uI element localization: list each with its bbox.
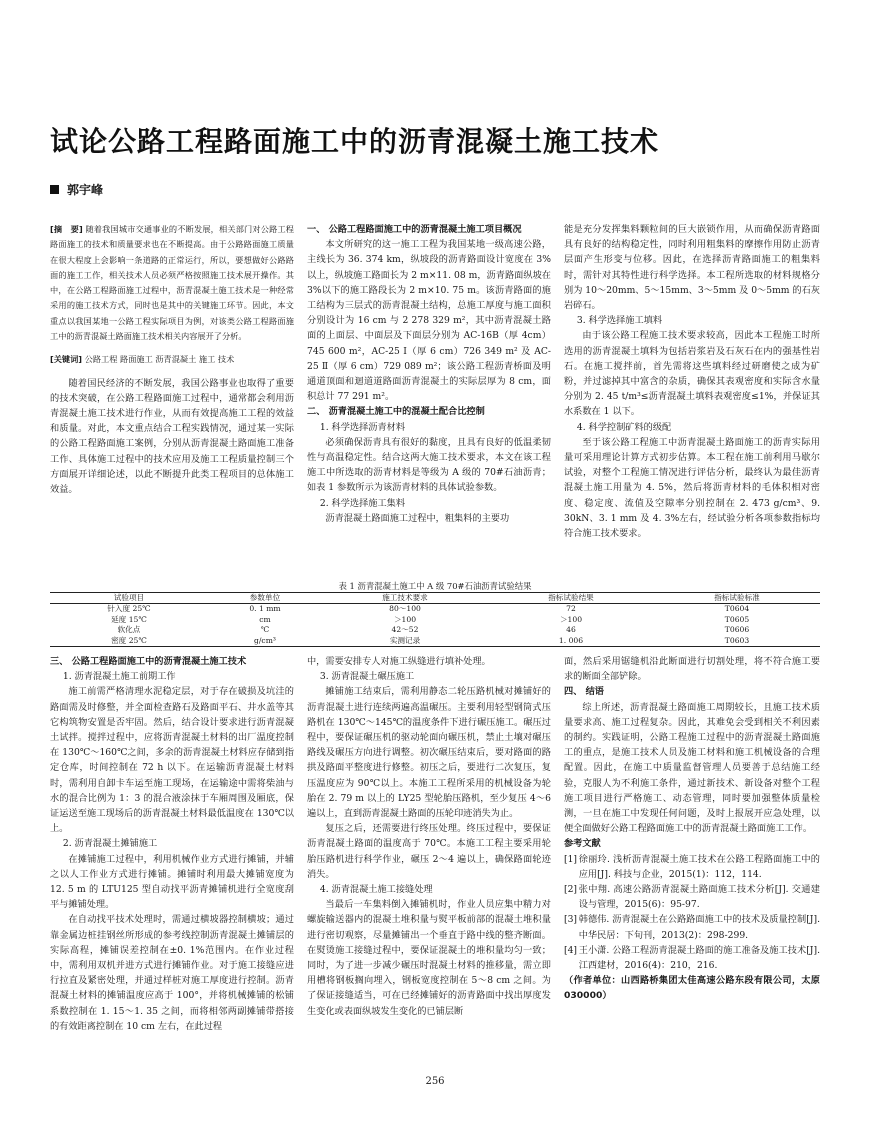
table-cell: T0604 [724, 604, 750, 614]
table-cell: ＞100 [559, 614, 583, 624]
paragraph: 沥青混凝土路面施工过程中，粗集料的主要功 [325, 512, 510, 524]
author-name: 郭宇峰 [67, 183, 104, 197]
abstract-text: 随着我国城市交通事业的不断发展，相关部门对公路工程路面施工的技术和质量要求也在不断提高。由于公路路面施工质量在很大程度上会影响一条道路的正常运行，所以，要想做好公路路面的施工工作，相关技术人员必须严格按照施工技术展开操作。其中，在公路工程路面施工过程中，沥青混凝土施工技术是一种经常采用的施工技术方式，同时也是其中的关键施工环节。因此，本文重点以我国某地一公路工程实际项目为例，对该类公路工程路面施工中的沥青混凝土路面施工技术相关内容展开了分析。 [50, 224, 294, 342]
section-heading-3: 三、 公路工程路面施工中的沥青混凝土施工技术 [50, 656, 247, 667]
article-title: 试论公路工程路面施工中的沥青混凝土施工技术 [50, 125, 660, 158]
table-row [50, 604, 820, 615]
reference-number: [4] [564, 944, 578, 956]
table-cell: g/cm³ [208, 636, 322, 647]
column-1 [50, 222, 294, 572]
intro-paragraph: 随着国民经济的不断发展，我国公路事业也取得了重要的技术突破，在公路工程路面施工过程中，通常都会利用沥青混凝土施工技术进行作业，从而有效提高施工工程的效益和质量。对此，本文重点结合工程实践情况，通过某一实际的公路工程路面施工案例，分别从沥青混凝土路面施工准备工作、具体施工过程中的技术应用及施工工程质量控制三个方面展开详细论述，以此不断提升此类工程项目的总体施工效益。 [50, 377, 294, 496]
paragraph: 必须确保沥青具有很好的黏度，且具有良好的低温柔韧性与高温稳定性。结合这两大施工技术要求，本文在该工程施工中所选取的沥青材料是等级为 A 级的 70#石油沥青；如表 1 参数所示为该沥青材料的具体试验参数。 [307, 436, 551, 494]
results-table [50, 592, 820, 647]
paragraph: 由于该公路工程施工技术要求较高，因此本工程施工时所选用的沥青混凝土填料为包括岩浆岩及石灰石在内的强基性岩石。在施工搅拌前，首先需将这些填料经过研磨使之成为矿粉，并过滤掉其中富含的杂质，确保其表观密度和实际含水量分别为 2. 45 t/m³≤沥青混凝土填料表观密度≤1%，并保证其水系数在 1 以下。 [564, 330, 820, 418]
table-row [50, 615, 820, 625]
table-cell: ℃ [260, 625, 270, 635]
references-list [564, 852, 820, 974]
paragraph: 面，然后采用锯缝机沿此断面进行切割处理，将不符合施工要求的断面全部铲除。 [564, 656, 820, 683]
abstract-label: [摘 要] [50, 224, 83, 234]
square-bullet-icon [50, 185, 59, 194]
paragraph: 能是充分发挥集料颗粒间的巨大嵌锁作用，从而确保沥青路面具有良好的结构稳定性，同时利用粗集料的摩擦作用防止沥青层面产生形变与位移。因此，在选择沥青路面施工的粗集料时，需针对其特性进行科学选择。本工程所选取的材料规格分别为 10～20mm、5～15mm、3～5mm 及 0～5mm 的石灰岩碎石。 [564, 224, 820, 312]
table-cell: 密度 25℃ [50, 636, 208, 647]
reference-item [564, 912, 820, 942]
paragraph: 复压之后，还需要进行终压处理。终压过程中，要保证沥青混凝土路面的温度高于 70℃。本施工工程主要采用轮胎压路机进行科学作业，碾压 2～4 遍以上，确保路面轮迹消失。 [307, 823, 551, 880]
paragraph: 在摊铺施工过程中，利用机械作业方式进行摊铺，并辅之以人工作业方式进行摊铺。摊铺时利用最大摊铺宽度为 12. 5 m 的 LTU125 型自动找平沥青摊铺机进行全宽度刮平与摊铺处理。 [50, 853, 294, 911]
paragraph: 摊铺施工结束后，需利用静态二轮压路机械对摊铺好的沥青混凝土进行连续两遍高温碾压。主要利用轻型钢筒式压路机在 130℃～145℃的温度条件下进行碾压施工。碾压过程中，要保证碾压机的驱动轮面向碾压机，禁止土壤对碾压路线及碾压方向进行调整。初次碾压结束后，要对路面的路拱及路面平整度进行修整。初压之后，要进行二次复压，复压温度应为 90℃以上。本施工工程所采用的机械设备为轮胎在 2. 79 m 以上的 LY25 型轮胎压路机，至少复压 4～6 遍以上，直到沥青混凝土路面的压轮印迹消失为止。 [307, 686, 551, 820]
paragraph: 至于该公路工程施工中沥青混凝土路面施工的沥青实际用量可采用理论计算方式初步估算。本工程在施工前利用马歇尔试验，对整个工程施工情况进行评估分析，最终认为最佳沥青混凝土施工用量为 4. 5%，然后将沥青材料的毛体积相对密度、稳定度、流值及空隙率分别控制在 2. 473 g/cm³、9. 30kN、3. 1 mm 及 4. 3%左右，经试验分析各项参数指标均符合施工技术要求。 [564, 436, 820, 540]
reference-number: [3] [564, 914, 578, 926]
paragraph: 本文所研究的这一施工工程为我国某地一级高速公路，主线长为 36. 374 km，纵坡段的沥青路面设计宽度在 3%以上，纵坡施工路面长为 2 m×11. 08 m，沥青路面纵坡在 3%以下的施工路段长为 2 m×10. 75 m。该沥青路面的施工结构为三层式的沥青混凝土结构，总施工厚度与施工面积分别设计为 16 cm 与 2 278 329 m²，其中沥青混凝土路面的上面层、中面层及下面层分别为 AC-16B（厚 4cm）745 600 m²，AC-25 Ⅰ（厚 6 cm）726 349 m² 及 AC-25 Ⅱ（厚 6 cm）729 089 m²；该公路工程沥青桥面及明通道顶面和迴道道路面沥青混凝土的实际层厚为 8 cm，面积总计 77 291 m²。 [307, 239, 551, 403]
table-cell: 46 [566, 625, 576, 635]
table-header-cell: 施工技术要求 [322, 593, 488, 604]
column-6 [564, 654, 820, 1064]
table-cell: 软化点 [117, 625, 141, 635]
table-cell: 0. 1 mm [249, 604, 281, 614]
table-row [50, 636, 820, 647]
table-cell: 延度 15℃ [111, 614, 147, 624]
subheading: 2. 科学选择施工集料 [319, 497, 406, 509]
reference-item [564, 943, 820, 973]
subheading: 4. 科学控制矿料的级配 [576, 421, 672, 433]
reference-item [564, 852, 820, 882]
table-header-cell: 参数单位 [208, 593, 322, 604]
table-row [50, 625, 820, 635]
table-1 [50, 580, 820, 647]
table-cell: ＞100 [393, 614, 417, 624]
abstract [50, 222, 294, 344]
subheading: 3. 科学选择施工填料 [576, 315, 663, 327]
author-line [50, 181, 103, 198]
paragraph: 在自动找平技术处理时，需通过横坡器控制横坡；通过靠金属边桩挂钢丝所形成的参考线控制沥青混凝土摊铺层的实际高程，摊铺误差控制在±0. 1%范围内。在作业过程中，需利用双机并进方式进行摊铺作业。对于施工接缝应进行拉直及紧密处理，并通过样桩对施工厚度进行控制。沥青混凝土材料的摊铺温度应高于 100°，并将机械摊铺的松铺系数控制在 1. 15～1. 35 之间，而将相邻两副摊铺带搭接的有效距离控制在 10 cm 左右，在此过程 [50, 914, 294, 1032]
reference-text: 韩德伟. 沥青混凝土在公路路面施工中的技术及质量控制[J]. 中华民居：下旬刊，2013(2)：298-299. [578, 914, 820, 941]
reference-number: [1] [564, 853, 578, 865]
reference-item [564, 882, 820, 912]
paragraph: 综上所述，沥青混凝土路面施工周期较长，且施工技术质量要求高、施工过程复杂。因此，其难免会受到相关不利因素的制约。实践证明，公路工程施工过程中的沥青混凝土路面施工的重点，是施工技术人员及施工材料和施工机械设备的合理配置。因此，在施工中质量监督管理人员要善于总结施工经验，克服人为不利施工条件，通过新技术、新设备对整个工程施工项目进行严格施工、动态管理，同时要加强整体质量检测，一旦在施工中发现任何问题，及时上报展开应急处理，以便全面做好公路工程路面施工中的沥青混凝土路面施工工作。 [564, 701, 820, 835]
table-cell: 80～100 [389, 604, 421, 614]
section-heading-1: 一、 公路工程路面施工中的沥青混凝土施工项目概况 [307, 224, 522, 235]
subheading: 3. 沥青混凝土碾压施工 [319, 671, 415, 683]
subheading: 2. 沥青混凝土摊铺施工 [62, 838, 158, 850]
keywords-label: [关键词] [50, 354, 83, 365]
reference-text: 张中翔. 高速公路沥青混凝土路面施工技术分析[J]. 交通建设与管理，2015(6)：95-97. [578, 884, 820, 911]
reference-number: [2] [564, 884, 578, 896]
column-2 [307, 222, 551, 577]
table-caption: 表 1 沥青混凝土施工中 A 级 70#石油沥青试验结果 [338, 581, 532, 591]
reference-text: 徐丽玲. 浅析沥青混凝土施工技术在公路工程路面施工中的应用[J]. 科技与企业，2015(1)：112，114. [578, 853, 820, 880]
table-cell: 1. 006 [488, 636, 654, 647]
table-cell: 针入度 25℃ [107, 604, 151, 614]
table-header-cell: 指标试验结果 [488, 593, 654, 604]
page-number: 256 [425, 1076, 445, 1087]
paragraph: 中，需要安排专人对施工纵缝进行填补处理。 [307, 656, 491, 667]
paragraph: 施工前需严格清理水泥稳定层，对于存在破损及坑洼的路面需及时修整，并全面检查路石及路面平石、井水盖等其它构筑物安置是否牢固。然后，结合设计要求进行沥青混凝土试拌。搅拌过程中，应将沥青混凝土材料的出厂温度控制在 130℃～160℃之间，多余的沥青混凝土材料应存储到指定仓库，时间控制在 72 h 以下。在运输沥青混凝土材料时，需利用自卸卡车运至施工现场，在运输途中需将柴油与水的混合比例为 1：3 的混合液涂抹于车厢周围及厢底，保证运送至施工现场后的沥青混凝土材料最低温度在 130℃以上。 [50, 686, 294, 835]
reference-text: 王小潇. 公路工程沥青混凝土路面的施工准备及施工技术[J]. 江西建材，2016(4)：210，216. [578, 944, 820, 972]
table-cell: T0606 [724, 625, 750, 635]
references-heading: 参考文献 [564, 838, 601, 850]
table-cell: cm [259, 614, 271, 624]
subheading: 4. 沥青混凝土施工接缝处理 [319, 884, 433, 896]
table-cell: 实测记录 [322, 636, 488, 647]
keywords-text: 公路工程 路面施工 沥青混凝土 施工 技术 [84, 354, 235, 365]
table-header-row [50, 593, 820, 604]
table-cell: 72 [566, 604, 576, 614]
column-4 [50, 654, 294, 1064]
table-header-cell: 指标试验标准 [654, 593, 820, 604]
column-5 [307, 654, 551, 1064]
table-cell: T0605 [724, 614, 750, 624]
table-cell: 42～52 [391, 625, 419, 635]
column-3 [564, 222, 820, 577]
keywords [50, 352, 294, 367]
table-header-cell: 试验项目 [50, 593, 208, 604]
table-cell: T0603 [654, 636, 820, 647]
paragraph: 当最后一车集料倒入摊铺机时，作业人员应集中精力对螺旋输送器内的混凝土堆积量与熨平板前部的混凝土堆积量进行密切观察，尽量摊铺出一个垂直于路中线的整齐断面。在熨烫施工接缝过程中，要保证混凝土的堆积量均匀一致；同时，为了进一步减少碾压时混凝土材料的推移量，需立即用槽将钢板搁向埋入，钢板宽度控制在 5～8 cm 之间。为了保证接缝适当，可在已经摊铺好的沥青路面中找出厚度发生变化或表面纵坡发生变化的已铺层断 [307, 899, 551, 1017]
author-affiliation: （作者单位：山西路桥集团太佳高速公路东段有限公司，太原 030000） [564, 975, 820, 1002]
section-heading-4: 四、 结语 [564, 686, 604, 698]
subheading: 1. 沥青混凝土施工前期工作 [62, 671, 176, 683]
section-heading-2: 二、 沥青混凝土施工中的混凝土配合比控制 [307, 406, 485, 418]
subheading: 1. 科学选择沥青材料 [319, 421, 406, 433]
